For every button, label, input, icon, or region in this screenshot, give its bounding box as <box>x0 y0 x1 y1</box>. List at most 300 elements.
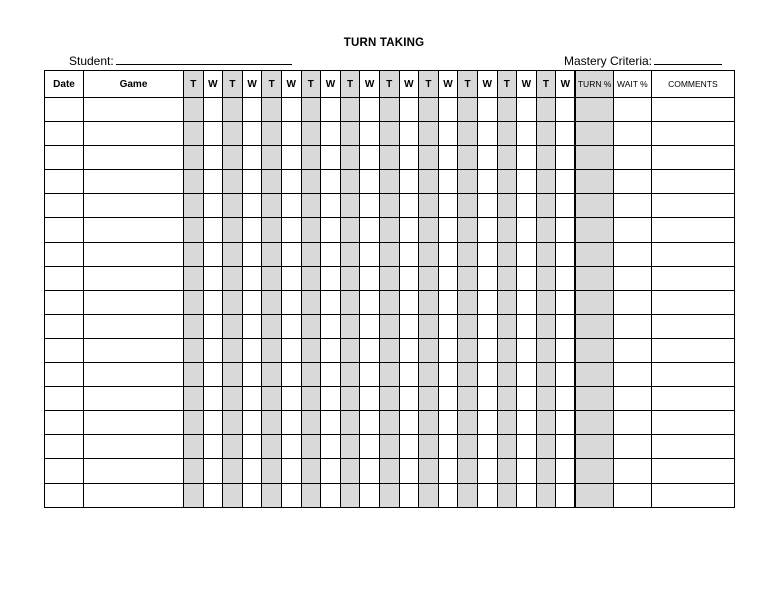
turn-cell[interactable] <box>184 122 204 146</box>
comments-cell[interactable] <box>651 435 734 459</box>
game-cell[interactable] <box>84 194 184 218</box>
wait-cell[interactable] <box>281 242 301 266</box>
turn-cell[interactable] <box>497 387 517 411</box>
turn-cell[interactable] <box>536 146 556 170</box>
turn-cell[interactable] <box>340 483 360 507</box>
turn-cell[interactable] <box>262 98 282 122</box>
turn-cell[interactable] <box>184 338 204 362</box>
wait-cell[interactable] <box>321 483 341 507</box>
date-cell[interactable] <box>45 411 84 435</box>
turn-cell[interactable] <box>419 290 439 314</box>
wait-cell[interactable] <box>556 363 576 387</box>
turn-cell[interactable] <box>497 218 517 242</box>
wait-cell[interactable] <box>517 459 537 483</box>
wait-cell[interactable] <box>477 218 497 242</box>
turn-cell[interactable] <box>223 483 243 507</box>
turn-cell[interactable] <box>419 146 439 170</box>
wait-cell[interactable] <box>242 435 262 459</box>
game-cell[interactable] <box>84 146 184 170</box>
wait-percent-cell[interactable] <box>613 483 651 507</box>
wait-percent-cell[interactable] <box>613 459 651 483</box>
turn-cell[interactable] <box>419 459 439 483</box>
wait-cell[interactable] <box>281 459 301 483</box>
game-cell[interactable] <box>84 122 184 146</box>
date-cell[interactable] <box>45 242 84 266</box>
wait-cell[interactable] <box>360 363 380 387</box>
wait-cell[interactable] <box>242 194 262 218</box>
comments-cell[interactable] <box>651 242 734 266</box>
turn-cell[interactable] <box>458 363 478 387</box>
wait-cell[interactable] <box>321 290 341 314</box>
game-cell[interactable] <box>84 170 184 194</box>
turn-cell[interactable] <box>458 266 478 290</box>
wait-cell[interactable] <box>517 387 537 411</box>
turn-cell[interactable] <box>497 411 517 435</box>
wait-cell[interactable] <box>477 459 497 483</box>
turn-cell[interactable] <box>458 483 478 507</box>
turn-cell[interactable] <box>223 170 243 194</box>
turn-cell[interactable] <box>184 218 204 242</box>
turn-cell[interactable] <box>379 290 399 314</box>
wait-cell[interactable] <box>477 411 497 435</box>
turn-cell[interactable] <box>262 314 282 338</box>
comments-cell[interactable] <box>651 363 734 387</box>
turn-cell[interactable] <box>379 435 399 459</box>
wait-cell[interactable] <box>360 435 380 459</box>
wait-cell[interactable] <box>203 290 223 314</box>
turn-percent-cell[interactable] <box>575 122 613 146</box>
date-cell[interactable] <box>45 387 84 411</box>
comments-cell[interactable] <box>651 194 734 218</box>
wait-cell[interactable] <box>556 170 576 194</box>
turn-cell[interactable] <box>184 194 204 218</box>
turn-cell[interactable] <box>340 242 360 266</box>
comments-cell[interactable] <box>651 338 734 362</box>
turn-cell[interactable] <box>536 218 556 242</box>
turn-cell[interactable] <box>340 314 360 338</box>
turn-cell[interactable] <box>497 122 517 146</box>
wait-cell[interactable] <box>517 194 537 218</box>
turn-cell[interactable] <box>536 194 556 218</box>
turn-cell[interactable] <box>340 194 360 218</box>
wait-cell[interactable] <box>438 435 458 459</box>
wait-percent-cell[interactable] <box>613 411 651 435</box>
wait-cell[interactable] <box>477 170 497 194</box>
turn-cell[interactable] <box>379 314 399 338</box>
turn-cell[interactable] <box>340 218 360 242</box>
wait-cell[interactable] <box>203 242 223 266</box>
wait-percent-cell[interactable] <box>613 146 651 170</box>
turn-cell[interactable] <box>458 194 478 218</box>
turn-cell[interactable] <box>379 170 399 194</box>
wait-cell[interactable] <box>438 459 458 483</box>
wait-percent-cell[interactable] <box>613 363 651 387</box>
comments-cell[interactable] <box>651 459 734 483</box>
game-cell[interactable] <box>84 483 184 507</box>
wait-cell[interactable] <box>399 459 419 483</box>
turn-cell[interactable] <box>497 146 517 170</box>
wait-cell[interactable] <box>477 483 497 507</box>
turn-cell[interactable] <box>340 146 360 170</box>
turn-percent-cell[interactable] <box>575 387 613 411</box>
wait-cell[interactable] <box>438 98 458 122</box>
turn-cell[interactable] <box>419 98 439 122</box>
turn-cell[interactable] <box>223 194 243 218</box>
wait-cell[interactable] <box>360 387 380 411</box>
wait-cell[interactable] <box>477 122 497 146</box>
turn-cell[interactable] <box>536 363 556 387</box>
turn-cell[interactable] <box>497 170 517 194</box>
wait-cell[interactable] <box>360 483 380 507</box>
turn-cell[interactable] <box>419 194 439 218</box>
turn-cell[interactable] <box>262 218 282 242</box>
turn-cell[interactable] <box>184 314 204 338</box>
turn-cell[interactable] <box>262 194 282 218</box>
wait-cell[interactable] <box>477 314 497 338</box>
wait-cell[interactable] <box>281 218 301 242</box>
game-cell[interactable] <box>84 387 184 411</box>
wait-cell[interactable] <box>242 242 262 266</box>
wait-percent-cell[interactable] <box>613 194 651 218</box>
turn-cell[interactable] <box>184 242 204 266</box>
wait-cell[interactable] <box>517 363 537 387</box>
wait-cell[interactable] <box>321 194 341 218</box>
turn-cell[interactable] <box>536 122 556 146</box>
wait-cell[interactable] <box>477 387 497 411</box>
turn-cell[interactable] <box>301 483 321 507</box>
wait-cell[interactable] <box>321 170 341 194</box>
date-cell[interactable] <box>45 459 84 483</box>
turn-cell[interactable] <box>340 435 360 459</box>
turn-cell[interactable] <box>262 170 282 194</box>
turn-cell[interactable] <box>301 242 321 266</box>
turn-cell[interactable] <box>379 363 399 387</box>
turn-cell[interactable] <box>458 411 478 435</box>
wait-cell[interactable] <box>203 314 223 338</box>
game-cell[interactable] <box>84 218 184 242</box>
wait-cell[interactable] <box>321 435 341 459</box>
turn-cell[interactable] <box>379 98 399 122</box>
turn-cell[interactable] <box>497 459 517 483</box>
turn-cell[interactable] <box>223 338 243 362</box>
turn-cell[interactable] <box>184 363 204 387</box>
wait-cell[interactable] <box>438 411 458 435</box>
wait-cell[interactable] <box>438 338 458 362</box>
turn-cell[interactable] <box>184 290 204 314</box>
wait-cell[interactable] <box>399 218 419 242</box>
turn-cell[interactable] <box>497 266 517 290</box>
turn-cell[interactable] <box>458 387 478 411</box>
turn-cell[interactable] <box>419 170 439 194</box>
wait-cell[interactable] <box>477 363 497 387</box>
wait-cell[interactable] <box>517 314 537 338</box>
wait-cell[interactable] <box>399 363 419 387</box>
wait-cell[interactable] <box>281 363 301 387</box>
turn-cell[interactable] <box>223 98 243 122</box>
turn-cell[interactable] <box>458 290 478 314</box>
date-cell[interactable] <box>45 290 84 314</box>
wait-cell[interactable] <box>281 194 301 218</box>
turn-cell[interactable] <box>223 290 243 314</box>
wait-cell[interactable] <box>360 146 380 170</box>
turn-cell[interactable] <box>340 122 360 146</box>
wait-percent-cell[interactable] <box>613 98 651 122</box>
turn-cell[interactable] <box>536 242 556 266</box>
date-cell[interactable] <box>45 122 84 146</box>
student-name-blank[interactable] <box>116 52 292 65</box>
wait-cell[interactable] <box>556 411 576 435</box>
wait-cell[interactable] <box>556 435 576 459</box>
wait-cell[interactable] <box>477 290 497 314</box>
turn-cell[interactable] <box>419 435 439 459</box>
wait-cell[interactable] <box>321 122 341 146</box>
wait-cell[interactable] <box>242 483 262 507</box>
wait-cell[interactable] <box>477 338 497 362</box>
wait-cell[interactable] <box>281 387 301 411</box>
turn-percent-cell[interactable] <box>575 170 613 194</box>
wait-cell[interactable] <box>438 314 458 338</box>
turn-cell[interactable] <box>458 98 478 122</box>
wait-cell[interactable] <box>281 98 301 122</box>
turn-cell[interactable] <box>223 387 243 411</box>
wait-cell[interactable] <box>360 194 380 218</box>
turn-cell[interactable] <box>536 314 556 338</box>
turn-percent-cell[interactable] <box>575 435 613 459</box>
wait-cell[interactable] <box>399 411 419 435</box>
game-cell[interactable] <box>84 338 184 362</box>
date-cell[interactable] <box>45 338 84 362</box>
wait-cell[interactable] <box>321 411 341 435</box>
wait-cell[interactable] <box>321 218 341 242</box>
turn-cell[interactable] <box>340 387 360 411</box>
date-cell[interactable] <box>45 435 84 459</box>
wait-percent-cell[interactable] <box>613 170 651 194</box>
turn-cell[interactable] <box>458 242 478 266</box>
wait-cell[interactable] <box>556 314 576 338</box>
turn-cell[interactable] <box>458 338 478 362</box>
turn-cell[interactable] <box>262 122 282 146</box>
turn-cell[interactable] <box>536 338 556 362</box>
wait-cell[interactable] <box>517 218 537 242</box>
turn-cell[interactable] <box>184 98 204 122</box>
turn-cell[interactable] <box>301 290 321 314</box>
turn-cell[interactable] <box>497 98 517 122</box>
turn-cell[interactable] <box>184 459 204 483</box>
turn-cell[interactable] <box>458 435 478 459</box>
turn-cell[interactable] <box>458 122 478 146</box>
wait-cell[interactable] <box>517 266 537 290</box>
wait-cell[interactable] <box>438 170 458 194</box>
wait-cell[interactable] <box>321 98 341 122</box>
wait-cell[interactable] <box>203 459 223 483</box>
turn-percent-cell[interactable] <box>575 459 613 483</box>
game-cell[interactable] <box>84 290 184 314</box>
wait-cell[interactable] <box>281 314 301 338</box>
wait-cell[interactable] <box>281 266 301 290</box>
turn-cell[interactable] <box>419 338 439 362</box>
wait-cell[interactable] <box>556 242 576 266</box>
comments-cell[interactable] <box>651 314 734 338</box>
turn-cell[interactable] <box>301 314 321 338</box>
turn-cell[interactable] <box>340 98 360 122</box>
wait-cell[interactable] <box>477 98 497 122</box>
wait-cell[interactable] <box>242 146 262 170</box>
wait-cell[interactable] <box>281 338 301 362</box>
turn-cell[interactable] <box>184 483 204 507</box>
wait-cell[interactable] <box>517 98 537 122</box>
turn-cell[interactable] <box>379 122 399 146</box>
wait-cell[interactable] <box>556 459 576 483</box>
date-cell[interactable] <box>45 170 84 194</box>
turn-percent-cell[interactable] <box>575 218 613 242</box>
turn-percent-cell[interactable] <box>575 338 613 362</box>
turn-cell[interactable] <box>536 411 556 435</box>
turn-cell[interactable] <box>223 435 243 459</box>
wait-cell[interactable] <box>556 122 576 146</box>
comments-cell[interactable] <box>651 170 734 194</box>
turn-cell[interactable] <box>536 459 556 483</box>
wait-cell[interactable] <box>242 290 262 314</box>
turn-cell[interactable] <box>340 266 360 290</box>
wait-cell[interactable] <box>360 338 380 362</box>
game-cell[interactable] <box>84 266 184 290</box>
turn-cell[interactable] <box>184 387 204 411</box>
turn-cell[interactable] <box>536 98 556 122</box>
turn-cell[interactable] <box>419 242 439 266</box>
wait-cell[interactable] <box>321 314 341 338</box>
wait-cell[interactable] <box>477 266 497 290</box>
turn-cell[interactable] <box>301 98 321 122</box>
wait-cell[interactable] <box>556 218 576 242</box>
wait-cell[interactable] <box>242 170 262 194</box>
wait-cell[interactable] <box>242 387 262 411</box>
turn-percent-cell[interactable] <box>575 290 613 314</box>
date-cell[interactable] <box>45 266 84 290</box>
wait-cell[interactable] <box>556 483 576 507</box>
wait-cell[interactable] <box>360 411 380 435</box>
wait-percent-cell[interactable] <box>613 290 651 314</box>
wait-cell[interactable] <box>203 194 223 218</box>
wait-percent-cell[interactable] <box>613 242 651 266</box>
wait-cell[interactable] <box>360 218 380 242</box>
turn-cell[interactable] <box>223 218 243 242</box>
comments-cell[interactable] <box>651 218 734 242</box>
turn-cell[interactable] <box>340 411 360 435</box>
turn-cell[interactable] <box>536 435 556 459</box>
turn-cell[interactable] <box>536 483 556 507</box>
wait-cell[interactable] <box>517 435 537 459</box>
turn-cell[interactable] <box>536 170 556 194</box>
wait-cell[interactable] <box>321 266 341 290</box>
wait-cell[interactable] <box>438 218 458 242</box>
turn-cell[interactable] <box>223 411 243 435</box>
turn-cell[interactable] <box>262 483 282 507</box>
turn-cell[interactable] <box>262 459 282 483</box>
turn-cell[interactable] <box>379 194 399 218</box>
turn-cell[interactable] <box>223 314 243 338</box>
wait-cell[interactable] <box>517 290 537 314</box>
wait-cell[interactable] <box>517 338 537 362</box>
wait-cell[interactable] <box>399 242 419 266</box>
wait-cell[interactable] <box>360 290 380 314</box>
turn-cell[interactable] <box>458 170 478 194</box>
turn-cell[interactable] <box>262 435 282 459</box>
turn-cell[interactable] <box>223 363 243 387</box>
turn-cell[interactable] <box>340 338 360 362</box>
turn-cell[interactable] <box>379 483 399 507</box>
wait-cell[interactable] <box>360 314 380 338</box>
wait-cell[interactable] <box>242 411 262 435</box>
turn-cell[interactable] <box>301 266 321 290</box>
wait-cell[interactable] <box>399 387 419 411</box>
turn-cell[interactable] <box>419 314 439 338</box>
turn-cell[interactable] <box>458 314 478 338</box>
comments-cell[interactable] <box>651 387 734 411</box>
turn-cell[interactable] <box>301 435 321 459</box>
turn-cell[interactable] <box>184 266 204 290</box>
turn-cell[interactable] <box>340 459 360 483</box>
date-cell[interactable] <box>45 314 84 338</box>
turn-percent-cell[interactable] <box>575 146 613 170</box>
turn-cell[interactable] <box>340 170 360 194</box>
comments-cell[interactable] <box>651 122 734 146</box>
turn-cell[interactable] <box>419 483 439 507</box>
wait-cell[interactable] <box>281 170 301 194</box>
turn-cell[interactable] <box>262 146 282 170</box>
wait-cell[interactable] <box>203 411 223 435</box>
game-cell[interactable] <box>84 314 184 338</box>
turn-cell[interactable] <box>223 146 243 170</box>
date-cell[interactable] <box>45 483 84 507</box>
turn-percent-cell[interactable] <box>575 314 613 338</box>
wait-cell[interactable] <box>438 194 458 218</box>
turn-cell[interactable] <box>340 290 360 314</box>
turn-cell[interactable] <box>223 266 243 290</box>
turn-cell[interactable] <box>379 242 399 266</box>
comments-cell[interactable] <box>651 98 734 122</box>
turn-cell[interactable] <box>379 218 399 242</box>
turn-cell[interactable] <box>262 411 282 435</box>
wait-cell[interactable] <box>203 387 223 411</box>
turn-cell[interactable] <box>379 411 399 435</box>
wait-percent-cell[interactable] <box>613 338 651 362</box>
turn-percent-cell[interactable] <box>575 266 613 290</box>
turn-cell[interactable] <box>262 363 282 387</box>
turn-cell[interactable] <box>497 338 517 362</box>
wait-cell[interactable] <box>517 122 537 146</box>
turn-cell[interactable] <box>301 411 321 435</box>
wait-percent-cell[interactable] <box>613 314 651 338</box>
turn-percent-cell[interactable] <box>575 483 613 507</box>
wait-cell[interactable] <box>242 98 262 122</box>
turn-cell[interactable] <box>497 290 517 314</box>
wait-cell[interactable] <box>438 266 458 290</box>
wait-cell[interactable] <box>517 483 537 507</box>
turn-cell[interactable] <box>223 242 243 266</box>
game-cell[interactable] <box>84 363 184 387</box>
wait-cell[interactable] <box>203 218 223 242</box>
wait-cell[interactable] <box>242 338 262 362</box>
wait-percent-cell[interactable] <box>613 266 651 290</box>
wait-cell[interactable] <box>438 242 458 266</box>
wait-cell[interactable] <box>517 170 537 194</box>
wait-cell[interactable] <box>556 266 576 290</box>
wait-cell[interactable] <box>438 122 458 146</box>
wait-cell[interactable] <box>281 483 301 507</box>
wait-cell[interactable] <box>517 146 537 170</box>
wait-cell[interactable] <box>399 194 419 218</box>
wait-cell[interactable] <box>399 170 419 194</box>
